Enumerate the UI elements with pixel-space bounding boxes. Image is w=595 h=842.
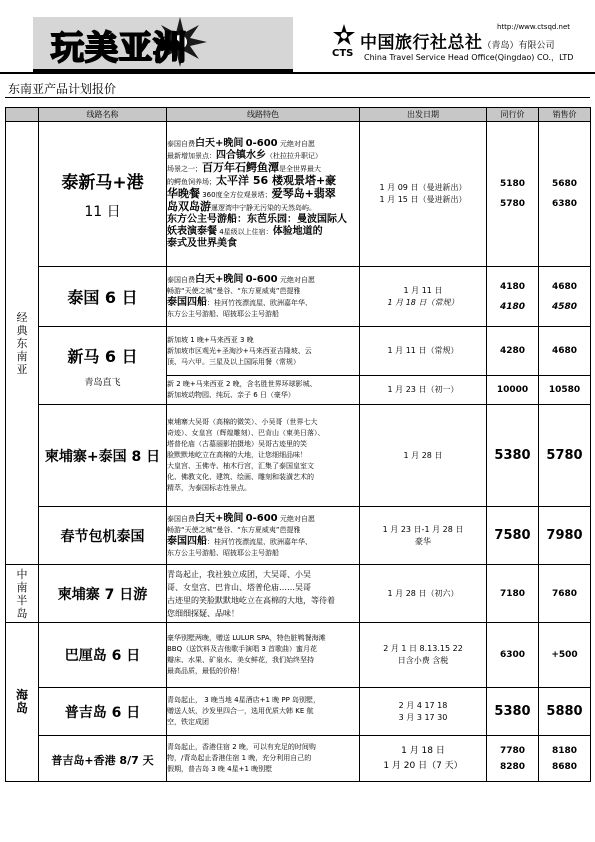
peer-price (487, 327, 539, 376)
table-row (6, 565, 591, 623)
sale-price (539, 405, 591, 507)
date-line: 1 月 09 日（曼进新出） (379, 183, 467, 192)
sale-price (539, 736, 591, 782)
feature-line: 青岛起止，我社独立成团，大吴哥、小吴 (167, 569, 311, 579)
price-value: 8180 (551, 745, 578, 756)
route-name: 普吉岛+香港 8/7 天 (51, 754, 154, 767)
price-value: 5180 (499, 179, 526, 189)
route-features (167, 623, 360, 688)
page-title: 东南亚产品计划报价 (8, 82, 117, 96)
price-table (5, 107, 591, 782)
route-name: 泰国 6 日 (67, 288, 138, 307)
route-name-cell (39, 736, 167, 782)
sale-price (539, 122, 591, 267)
feature-line: 畅游“天使之城”曼谷、“东方夏威夷”芭提雅 (167, 525, 301, 534)
route-sub: 青岛直飞 (84, 377, 121, 388)
feature-line: 青岛起止，香港住宿 2 晚，可以有充足的时间购 (167, 743, 316, 751)
company-url: http://www.ctsqd.net (497, 23, 571, 31)
feature-line: 奇迹）、女皇宫（辉煌雕刻）、巴肯山（柬美日落）、 (167, 429, 325, 437)
header-date: 出发日期 (360, 108, 487, 122)
feature-line: 塔普伦庙（古墓丽影拍摄地）吴哥古迹里的笑 (167, 440, 307, 448)
region-cell (6, 623, 39, 782)
company-abbr: CTS (332, 48, 354, 59)
feature-line: 最新增加景点：四合镇水乡（杜拉拉升职记） (167, 150, 322, 161)
company-name-main: 中国旅行社总社 (360, 33, 483, 53)
feature-line: 瓣床、水果、矿泉水、美女鲜花，我们始终坚持 (167, 656, 314, 664)
peer-price (487, 267, 539, 327)
date-line: 1 月 23 日（初一） (387, 385, 459, 394)
feature-line: 精萃，为泰国标志性景点。 (167, 484, 251, 492)
date-line: 1 月 11 日（常规） (387, 346, 459, 355)
route-features (167, 327, 360, 376)
price-value: 5880 (546, 703, 583, 719)
route-name: 新马 6 日 (67, 346, 138, 366)
header-sale-price: 销售价 (539, 108, 591, 122)
sale-price (539, 327, 591, 376)
departure-dates (360, 507, 487, 565)
sale-price (539, 565, 591, 623)
sale-price (539, 376, 591, 405)
sale-price (539, 267, 591, 327)
route-features (167, 122, 360, 267)
header-features: 线路特色 (167, 108, 360, 122)
feature-line: 东方公主号游船、昭披耶公主号游船 (167, 309, 279, 318)
feature-line: 畅游“天使之城”曼谷、“东方夏威夷”芭提雅 (167, 286, 301, 295)
date-line: 1 月 28 日（初六） (387, 588, 459, 598)
feature-line: 哥、女皇宫、巴肯山、塔普伦庙……吴哥 (167, 582, 311, 592)
feature-line: 泰国自费白天+晚间 0-600 元绝对自愿 (167, 273, 315, 285)
feature-line: 化、佛教文化、建筑、绘画、雕刻和装潢艺术的 (167, 473, 314, 481)
departure-dates (360, 623, 487, 688)
price-value: 10580 (548, 385, 581, 395)
price-value: 6300 (499, 650, 526, 660)
price-value: 8680 (551, 761, 578, 772)
price-value: 4280 (499, 346, 526, 356)
brand-banner (33, 17, 293, 72)
feature-line: 古迹里的笑脸默默地屹立在高棉的大地，等待着 (167, 595, 335, 605)
feature-line: 大皇宫、玉佛寺、柚木行宫，汇集了泰国皇室文 (167, 462, 314, 470)
price-value: 6380 (551, 199, 578, 209)
departure-dates (360, 405, 487, 507)
sale-price (539, 507, 591, 565)
departure-dates (360, 376, 487, 405)
peer-price (487, 688, 539, 736)
company-name-en: China Travel Service Head Office(Qingdao) CO.，LTD (364, 53, 574, 62)
feature-line: 新加坡市区观光+圣淘沙+马来西亚吉隆坡、云 (167, 346, 312, 355)
feature-line: 岛双岛游暹逻湾中宁静无污染的天然岛屿。 (167, 200, 316, 213)
feature-line: 妖表演泰餐 4星级以上住宿：体验地道的 (167, 226, 323, 237)
route-name: 春节包机泰国 (60, 528, 145, 545)
feature-line: BBQ（送饮料及吉他歌手演唱 3 首歌曲）蜜月花 (167, 645, 318, 653)
price-value: 7780 (499, 745, 526, 756)
route-name-cell (39, 327, 167, 405)
price-value: 4680 (551, 281, 578, 292)
route-name-cell (39, 623, 167, 688)
price-value: 7680 (551, 588, 578, 599)
sale-price (539, 688, 591, 736)
route-name-cell (39, 688, 167, 736)
route-features (167, 376, 360, 405)
route-name: 泰新马+港 (61, 172, 144, 193)
feature-line: 泰国四船：桂河竹筏漂流屋、欧洲嘉年华、 (167, 535, 312, 547)
price-value: 4680 (551, 346, 578, 356)
price-value: 8280 (499, 761, 526, 772)
date-line: 2 月 1 日 8.13.15 22 (383, 644, 463, 653)
peer-price (487, 376, 539, 405)
header-divider (0, 72, 595, 74)
price-value: 7580 (494, 527, 531, 543)
region-cell (6, 565, 39, 623)
route-features (167, 565, 360, 623)
feature-line: 泰国自费白天+晚间 0-600 元绝对自愿 (167, 138, 315, 149)
date-line: 1 月 18 日 (401, 745, 445, 756)
table-header-row (6, 108, 591, 122)
route-name-cell (39, 565, 167, 623)
route-name-cell (39, 405, 167, 507)
price-value: 10000 (496, 385, 529, 395)
route-name-cell (39, 507, 167, 565)
route-sub: 11 日 (84, 203, 121, 220)
price-value: 7180 (499, 588, 526, 599)
price-value: 5380 (494, 447, 531, 463)
feature-line: 假期，普吉岛 3 晚 4星+1 晚别墅 (167, 765, 273, 773)
table-row (6, 267, 591, 327)
route-name-cell (39, 122, 167, 267)
feature-line: 物，/青岛起止香港住宿 1 晚，充分利用自己的 (167, 754, 312, 762)
date-line: 1 月 18 日（常规） (387, 297, 459, 307)
header-peer-price: 同行价 (487, 108, 539, 122)
feature-line: 空，铁定成团 (167, 718, 209, 726)
date-line: 1 月 28 日 (403, 450, 443, 460)
feature-line: 泰式及世界美食 (167, 238, 237, 249)
price-value: 7980 (546, 527, 583, 543)
date-line: 1 月 15 日（曼进新出） (379, 195, 467, 204)
feature-line: 豪华别墅两晚，赠送 LULUR SPA，特色脏鸭餐海滩 (167, 634, 326, 642)
table-row (6, 405, 591, 507)
feature-line: 华晚餐 360度全方位观景塔；爱琴岛+翡翠 (167, 187, 336, 200)
feature-line: 新加坡 1 晚+马来西亚 3 晚 (167, 335, 254, 344)
price-value: 4180 (499, 301, 526, 312)
departure-dates (360, 565, 487, 623)
route-features (167, 267, 360, 327)
feature-line: 泰国四船：桂河竹筏漂流屋、欧洲嘉年华、 (167, 296, 312, 308)
peer-price (487, 122, 539, 267)
table-row (6, 122, 591, 267)
peer-price (487, 405, 539, 507)
cts-logo-icon (332, 23, 356, 47)
table-row (6, 623, 591, 688)
title-divider (5, 97, 590, 98)
feature-line: 场景之一；百万年石鳄鱼潭是全世界最大 (167, 161, 321, 174)
date-line: 1 月 11 日 (403, 285, 443, 295)
departure-dates (360, 267, 487, 327)
feature-line: 最高品质，最低的价格！ (167, 667, 244, 675)
company-name-cn (360, 28, 555, 53)
region-label: 中南半岛 (16, 567, 28, 620)
price-value: +500 (551, 650, 578, 660)
date-line: 1 月 20 日（7 天） (383, 760, 463, 771)
sale-price (539, 623, 591, 688)
date-line: 豪华 (415, 536, 431, 546)
table-row (6, 688, 591, 736)
feature-line: 的鳄鱼饲养场；太平洋 56 楼观景塔+豪 (167, 174, 337, 187)
date-line: 2 月 4 17 18 (398, 700, 448, 710)
feature-line: 泰国自费白天+晚间 0-600 元绝对自愿 (167, 512, 315, 524)
company-branch: （青岛）有限公司 (482, 41, 555, 51)
feature-line: 新 2 晚+马来西亚 2 晚，含名胜世界环球影城、 (167, 380, 317, 388)
departure-dates (360, 736, 487, 782)
feature-line: 顶、马六甲。三星及以上国际用餐（常规） (167, 357, 300, 366)
price-value: 5680 (551, 179, 578, 189)
feature-line: 柬埔寨大吴哥（高棉的微笑）、小吴哥（世界七大 (167, 418, 318, 426)
route-name: 柬埔寨+泰国 8 日 (44, 448, 161, 465)
price-value: 5780 (546, 447, 583, 463)
header-name: 线路名称 (39, 108, 167, 122)
peer-price (487, 507, 539, 565)
table-row (6, 736, 591, 782)
route-features (167, 507, 360, 565)
peer-price (487, 736, 539, 782)
departure-dates (360, 688, 487, 736)
brand-title: 玩美亚洲 (51, 28, 187, 67)
route-name-cell (39, 267, 167, 327)
departure-dates (360, 327, 487, 376)
price-value: 4580 (551, 301, 578, 312)
route-features (167, 405, 360, 507)
date-line: 日含小费 含税 (397, 656, 449, 665)
peer-price (487, 623, 539, 688)
feature-line: 东方公主号游船：东芭乐园：曼波国际人 (167, 214, 347, 225)
peer-price (487, 565, 539, 623)
departure-dates (360, 122, 487, 267)
table-row (6, 327, 591, 376)
route-name: 柬埔寨 7 日游 (57, 586, 148, 603)
feature-line: 赠送人妖，沙发里四合一，选用优质大韩 KE 航 (167, 707, 314, 715)
feature-line: 青岛起止， 3 晚当地 4星酒店+1 晚 PP 岛别墅， (167, 696, 321, 704)
feature-line: 您细细探疑、品味！ (167, 608, 239, 618)
price-value: 5780 (499, 199, 526, 209)
route-name: 巴厘岛 6 日 (64, 648, 141, 664)
date-line: 1 月 23 日-1 月 28 日 (382, 524, 464, 534)
route-features (167, 688, 360, 736)
feature-line: 新加坡动物园、纯玩、亲子 6 日（豪华） (167, 391, 295, 399)
table-row (6, 507, 591, 565)
region-cell (6, 122, 39, 565)
feature-line: 脸默默地屹立在高棉的大地，让您细细品味！ (167, 451, 307, 459)
region-label: 经典东南亚 (16, 310, 28, 376)
feature-line: 东方公主号游船、昭披耶公主号游船 (167, 548, 279, 557)
header-region (6, 108, 39, 122)
route-features (167, 736, 360, 782)
date-line: 3 月 3 17 30 (398, 712, 448, 722)
price-value: 5380 (494, 703, 531, 719)
route-name: 普吉岛 6 日 (64, 704, 141, 721)
price-value: 4180 (499, 281, 526, 292)
region-label: 海岛 (15, 688, 28, 715)
